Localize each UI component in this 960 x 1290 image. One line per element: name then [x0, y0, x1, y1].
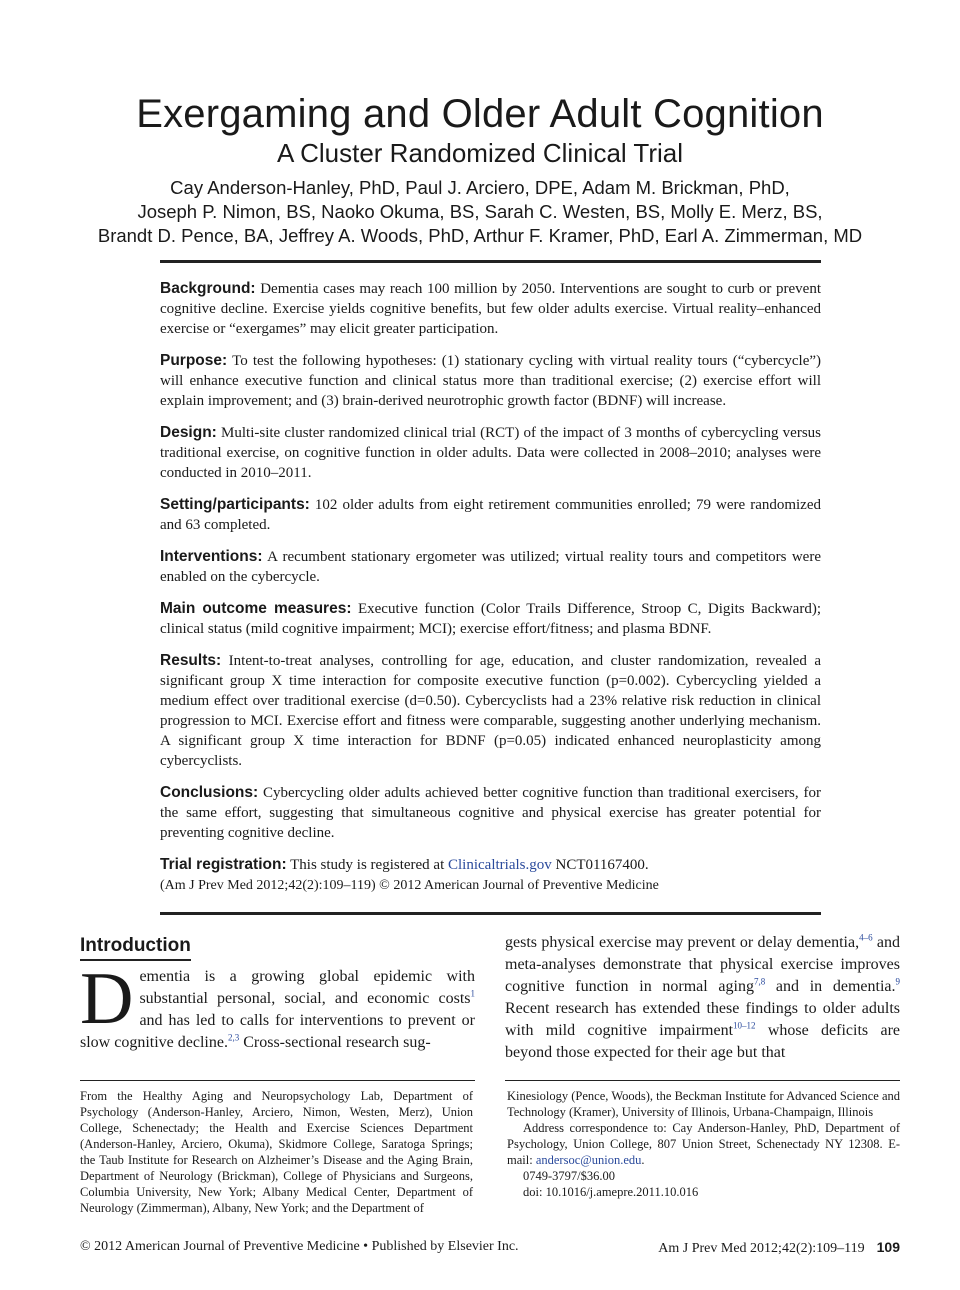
introduction-column-left: Dementia is a growing global epidemic with substantial personal, social, and economic costs$^1$ and has led to calls for interventions to prevent or slow cognitive decline.$^{2,3}$ Cross-sectional research sug- — [80, 958, 475, 1051]
issn: 0749-3797/$36.00 — [523, 1169, 616, 1183]
introduction-column-right: gests physical exercise may prevent or delay dementia,$^{4-6}$ and meta-analyses demonstrate that physical exercise improves cognitive function in normal aging$^{7,8}$ and in dementia.$^9$ Recent research has extended these findings to older adults with mild cognitive impairment$^{10-12}$ whose deficits are beyond those expected for their age but that — [505, 932, 901, 1061]
affiliations-footnote-right: Kinesiology (Pence, Woods), the Beckman Institute for Advanced Science and Technology (Kramer), University of Illinois, Urbana-Champaign, Illinois Address correspondence to: Cay Anderson-Hanley, PhD, Department of Psychology, Union College, 807 Union Street, Schenectady NY 12308. E-mail: andersoc@union.edu. 0749-3797/$36.00 doi: 10.1016/j.amepre.2011.10.016 — [507, 1089, 900, 1199]
abstract-setting: Setting/participants: 102 older adults from eight retirement communities enrolled; 79 were randomized and 63 completed. — [160, 496, 822, 533]
clinicaltrials-link[interactable]: Clinicaltrials.gov — [448, 857, 552, 873]
abstract-conclusions: Conclusions: Cybercycling older adults achieved better cognitive function than traditional exercisers, for the same effort, suggesting that simultaneous cognitive and physical exercise has greater potential for preventing cognitive decline. — [160, 784, 821, 841]
introduction-heading: Introduction — [80, 934, 191, 961]
abstract-bottom-rule — [160, 912, 821, 915]
reference-link[interactable]: 7,8 — [753, 976, 766, 987]
author-line-1: Cay Anderson-Hanley, PhD, Paul J. Arciero, DPE, Adam M. Brickman, PhD, — [170, 177, 790, 198]
doi: doi: 10.1016/j.amepre.2011.10.016 — [523, 1185, 699, 1199]
abstract-trial-registration: Trial registration: This study is registered at Clinicaltrials.gov NCT01167400. — [160, 856, 649, 873]
drop-cap: D — [80, 958, 134, 1040]
abstract-purpose: Purpose: To test the following hypotheses: (1) stationary cycling with virtual reality tours (“cybercycle”) will enhance executive function and clinical status more than traditional exercise; (2) exercise effort will explain improvement; and (3) brain-derived neurotrophic growth factor (BDNF) will increase. — [160, 352, 822, 409]
page-number: 109 — [876, 1239, 900, 1255]
abstract-outcomes: Main outcome measures: Executive function (Color Trails Difference, Stroop C, Digits Backward); clinical status (mild cognitive impairment; MCI); exercise effort/fitness; and plasma BDNF. — [160, 600, 822, 637]
footnote-rule-right — [505, 1080, 900, 1081]
abstract — [160, 279, 821, 908]
reference-link[interactable]: 1 — [470, 988, 475, 999]
reference-link[interactable]: 2,3 — [227, 1032, 240, 1043]
abstract-results: Results: Intent-to-treat analyses, controlling for age, education, and cluster randomization, revealed a significant group X time interaction for composite executive function (p=0.002). Cybercycling yielded a medium effect over traditional exercise (d=0.50). Cybercyclists had a 23% relative risk reduction in clinical progression to MCI. Exercise effort and fitness were comparable, suggesting another underlying mechanism. A significant group X time interaction for BDNF (p=0.05) indicated enhanced neuroplasticity among cybercyclists. — [160, 652, 822, 769]
abstract-citation: (Am J Prev Med 2012;42(2):109–119) © 2012 American Journal of Preventive Medicine — [160, 878, 659, 893]
abstract-design: Design: Multi-site cluster randomized clinical trial (RCT) of the impact of 3 months of cybercycling versus traditional exercise, on cognitive function in older adults. Data were collected in 2008–2010; analyses were conducted in 2010–2011. — [160, 424, 821, 481]
article-subtitle: A Cluster Randomized Clinical Trial — [276, 138, 684, 168]
author-line-2: Joseph P. Nimon, BS, Naoko Okuma, BS, Sarah C. Westen, BS, Molly E. Merz, BS, — [137, 201, 823, 222]
affiliations-footnote-left: From the Healthy Aging and Neuropsychology Lab, Department of Psychology (Anderson-Hanley, Arciero, Nimon, Westen, Merz), Union College, Schenectady; the Health and Exercise Sciences Department (Anderson-Hanley, Arciero, Okuma), Skidmore College, Saratoga Springs; the Taub Institute for Research on Alzheimer’s Disease and the Aging Brain, Department of Neurology (Brickman), College of Physicians and Surgeons, Columbia University, New York; Albany Medical Center, Department of Neurology (Zimmerman), Albany, New York; and the Department of — [80, 1089, 473, 1215]
footer-copyright: © 2012 American Journal of Preventive Medicine • Published by Elsevier Inc. — [80, 1239, 519, 1254]
article-title: Exergaming and Older Adult Cognition — [136, 92, 824, 136]
email-link[interactable]: andersoc@union.edu — [535, 1153, 642, 1167]
footer-journal: Am J Prev Med 2012;42(2):109–119 109 — [658, 1239, 900, 1256]
author-line-3: Brandt D. Pence, BA, Jeffrey A. Woods, PhD, Arthur F. Kramer, PhD, Earl A. Zimmerman, MD — [97, 225, 863, 246]
abstract-background: Background: Dementia cases may reach 100 million by 2050. Interventions are sought to curb or prevent cognitive decline. Exercise yields cognitive benefits, but few older adults exercise. Virtual reality–enhanced exercise or “exergames” may elicit greater participation. — [160, 280, 822, 337]
correspondence-address: Address correspondence to: Cay Anderson-Hanley, PhD, Department of Psychology, Union College, 807 Union Street, Schenectady NY 12308. E-mail: andersoc@union.edu. — [507, 1121, 900, 1167]
abstract-interventions: Interventions: A recumbent stationary ergometer was utilized; virtual reality tours and competitors were enabled on the cybercycle. — [160, 548, 821, 585]
footnote-rule-left — [80, 1080, 475, 1081]
reference-link[interactable]: 9 — [895, 976, 901, 987]
abstract-top-rule — [160, 260, 821, 263]
reference-link[interactable]: 10–12 — [733, 1020, 756, 1031]
reference-link[interactable]: 4–6 — [859, 932, 873, 943]
